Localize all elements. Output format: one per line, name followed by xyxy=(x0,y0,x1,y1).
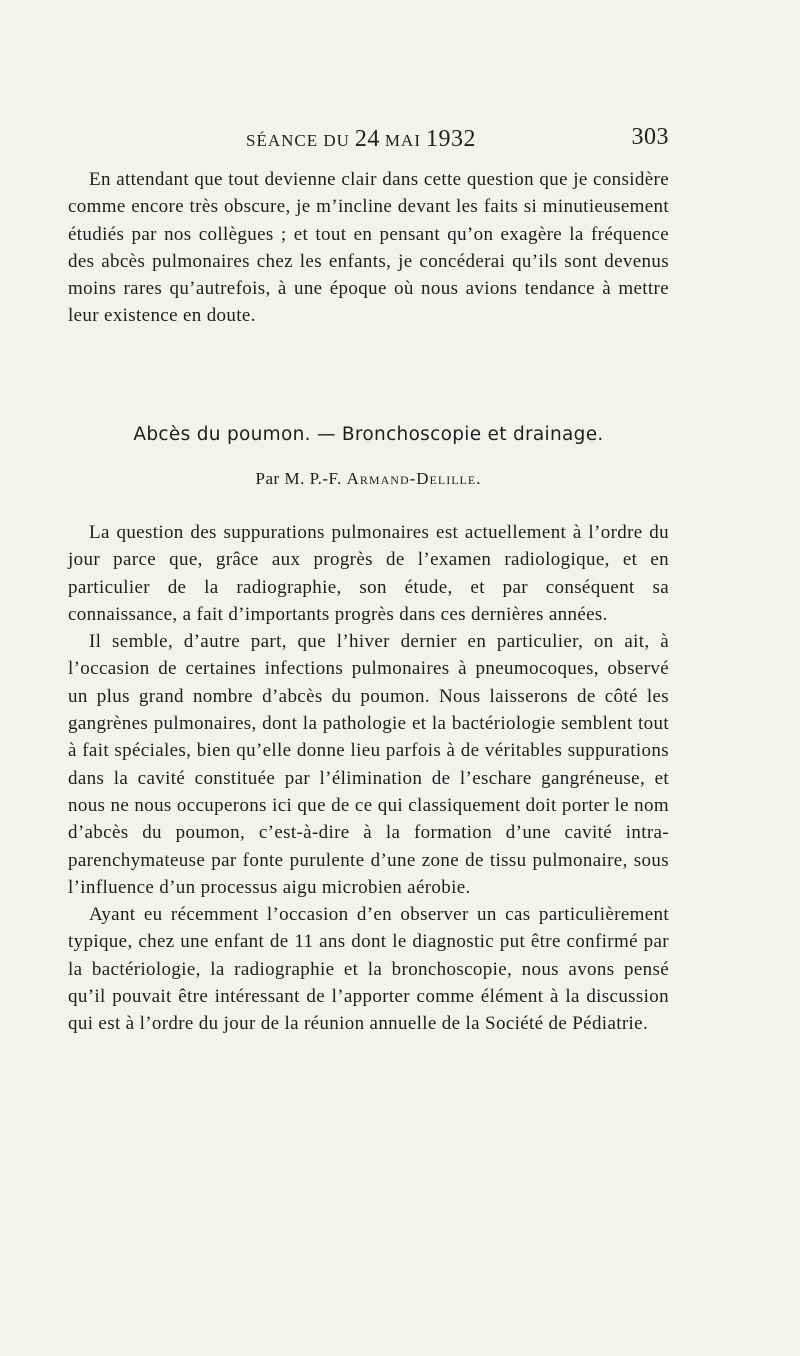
body-paragraph: La question des suppurations pulmonaires est actuellement à l’ordre du jour parce que, grâce aux progrès de l’examen radiologique, et en particulier de la radiographie, son étude, et par conséquent sa connaissance, a fait d’importants progrès dans ces dernières années. xyxy=(68,522,669,625)
byline xyxy=(68,469,669,489)
running-header xyxy=(68,122,669,156)
byline-prefix: Par M. P.-F. xyxy=(255,469,342,488)
date-year: 1932 xyxy=(425,126,476,152)
author-name: Armand-Delille. xyxy=(346,469,482,488)
article-title: Abcès du poumon. — Bronchoscopie et drainage. xyxy=(133,424,604,445)
intro-section xyxy=(68,166,669,330)
book-page xyxy=(68,0,669,1356)
date-month: MAI xyxy=(384,131,421,150)
article-body xyxy=(68,519,669,1038)
running-title xyxy=(246,126,476,153)
body-paragraph: Il semble, d’autre part, que l’hiver dernier en particulier, on ait, à l’occasion de certaines infections pulmonaires à pneumocoques, observé un plus grand nombre d’abcès du poumon. Nous laisserons de côté les gangrènes pulmonaires, dont la pathologie et la bactériologie semblent tout à fait spéciales, bien qu’elle donne lieu parfois à de véritables suppurations dans la cavité constituée par l’élimination de l’eschare gangréneuse, et nous ne nous occuperons ici que de ce qui classiquement doit porter le nom d’abcès du poumon, c’est-à-dire à la formation d’une cavité intra-parenchymateuse par fonte purulente d’une zone de tissu pulmonaire, sous l’influence d’un processus aigu microbien aérobie. xyxy=(68,631,669,898)
seance-label: SÉANCE DU xyxy=(246,131,350,150)
body-paragraph: Ayant eu récemment l’occasion d’en observer un cas particulièrement typique, chez une enfant de 11 ans dont le diagnostic put être confirmé par la bactériologie, la radiographie et la bronchoscopie, nous avons pensé qu’il pouvait être intéressant de l’apporter comme élément à la discussion qui est à l’ordre du jour de la réunion annuelle de la Société de Pédiatrie. xyxy=(68,904,669,1035)
page-number: 303 xyxy=(631,124,669,150)
date-day: 24 xyxy=(354,126,380,152)
intro-paragraph: En attendant que tout devienne clair dans cette question que je considère comme encore très obscure, je m’incline devant les faits si minutieusement étudiés par nos collègues ; et tout en pensant qu’on exagère la fréquence des abcès pulmonaires chez les enfants, je concéderai qu’ils sont devenus moins rares qu’autrefois, à une époque où nous avions tendance à mettre leur existence en doute. xyxy=(68,169,669,327)
